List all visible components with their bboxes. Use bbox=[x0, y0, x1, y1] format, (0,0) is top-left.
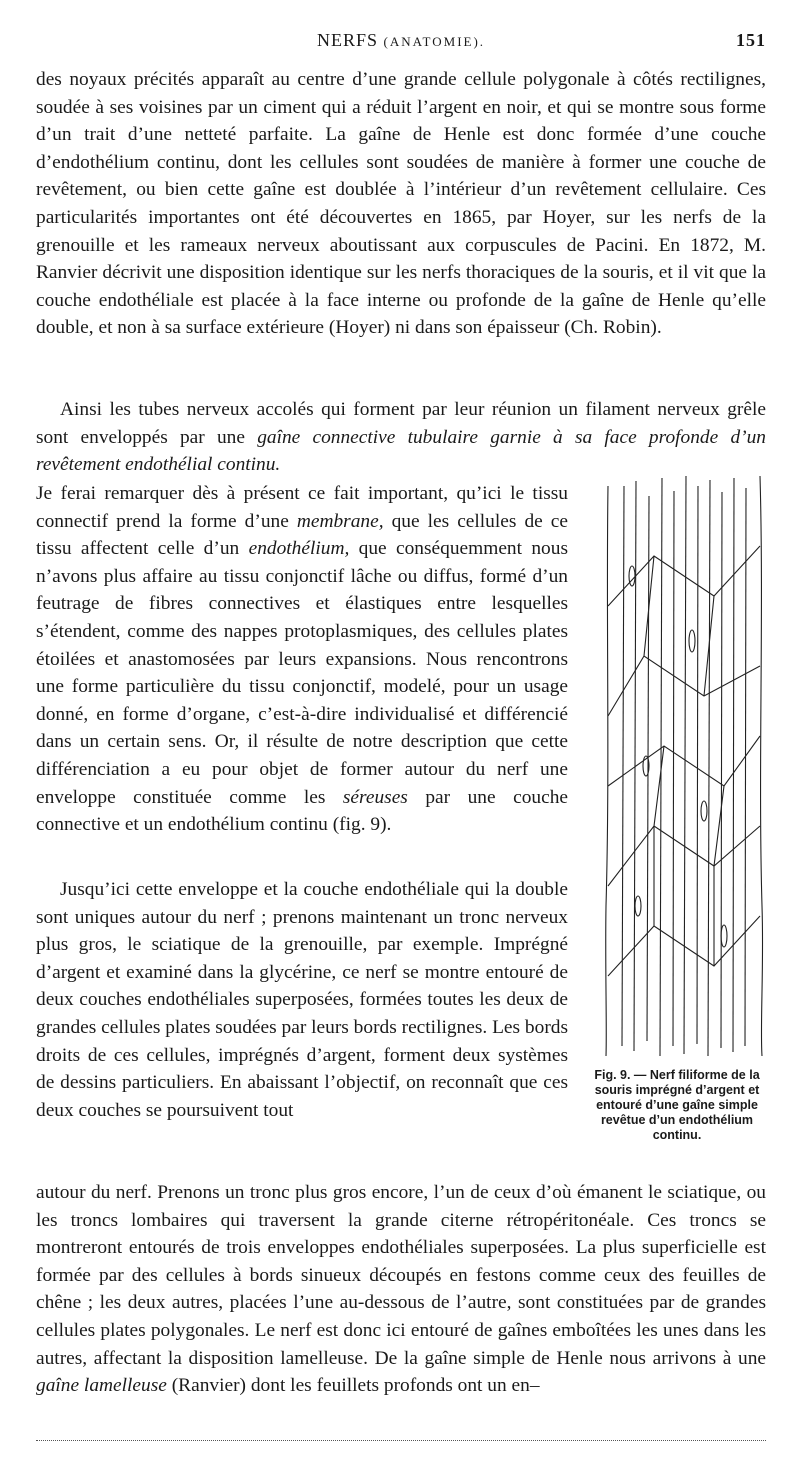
nerve-filament-illustration bbox=[594, 466, 774, 1066]
emphasis-sereuses: séreuses bbox=[342, 786, 408, 808]
header-title-sub: (ANATOMIE). bbox=[383, 34, 486, 49]
paragraph-1: des noyaux précités apparaît au centre d’une grande cellule polygonale à côtés rectilignes, soudée à ses voisines par un ciment qui a réduit l’argent en noir, et qui se montre sous forme d’un trait d’une netteté parfaite. La gaîne de Henle est donc formée d’une couche d’endothélium continu, dont les cellules sont soudées de manière à former une couche de revêtement, ou bien cette gaîne est doublée à l’intérieur d’un revêtement cellulaire. Ces particularités importantes ont été découvertes en 1865, par Hoyer, sur les nerfs de la grenouille et les rameaux nerveux aboutissant aux corpuscules de Pacini. En 1872, M. Ranvier décrivit une disposition identique sur les nerfs thoraciques de la souris, et il vit que la couche endothéliale est placée à la face interne ou profonde de la gaîne de Henle qu’elle double, et non à sa surface extérieure (Hoyer) ni dans son épaisseur (Ch. Robin). bbox=[36, 69, 766, 339]
running-header bbox=[36, 30, 766, 56]
figure-9 bbox=[594, 466, 774, 1066]
paragraph-3-b: autour du nerf. Prenons un tronc plus gros encore, l’un de ceux d’où émanent le sciatique, ou les troncs lombaires qui traversent la grande citerne rétropéritonéale. Ces troncs se montreront entourés de trois enveloppes endothéliales superposées. La plus superficielle est formée par des cellules à bords sinueux découpés en festons comme ceux des feuilles de chêne ; les deux autres, placées l’une au-dessous de l’autre, sont constituées par de grandes cellules plates polygonales. Le nerf est donc ici entouré de gaînes emboîtées les unes dans les autres, affectant la disposition lamelleuse. De la gaîne simple de Henle nous arrivons à une bbox=[36, 1182, 766, 1369]
emphasis-membrane: membrane, bbox=[296, 510, 384, 532]
paragraph-2-a: Je ferai remarquer dès à présent ce fait important, qu’ici le tissu connectif prend la forme d’une bbox=[36, 483, 568, 532]
paragraph-2-d: par une couche connective et un endothélium continu (fig. 9). bbox=[36, 786, 568, 836]
paragraph-2-start: Ainsi les tubes nerveux accolés qui forment par leur réunion un filament nerveux grêle sont enveloppés par une bbox=[36, 399, 766, 448]
running-title bbox=[36, 30, 766, 51]
page-number: 151 bbox=[736, 30, 766, 50]
paragraph-2-b: que les cellules de ce tissu affectent celle d’un bbox=[36, 510, 568, 560]
figure-caption: Fig. 9. — Nerf filiforme de la souris imprégné d’argent et entouré d’une gaîne simple revêtue d’un endothélium continu. bbox=[594, 1068, 760, 1142]
emphasis-endothelium: endothélium, bbox=[248, 538, 350, 560]
header-title-main: NERFS bbox=[316, 30, 378, 50]
paragraph-3-c: (Ranvier) dont les feuillets profonds ont un en– bbox=[171, 1375, 540, 1397]
paragraph-2-c: que conséquemment nous n’avons plus affaire au tissu conjonctif lâche ou diffus, formé d’un feutrage de fibres connectives et élastiques entre lesquelles s’étendent, comme des nappes protoplasmiques, des cellules plates étoilées et anastomosées par leurs expansions. Nous rencontrons une forme particulière du tissu conjonctif, modelé, pour un usage donné, en forme d’organe, c’est-à-dire individualisé et différencié dans un certain sens. Or, il résulte de notre description que cette différenciation a eu pour objet de former autour du nerf une enveloppe constituée comme les bbox=[36, 538, 568, 808]
emphasis-gaine-connective: gaîne connective tubulaire garnie à sa face profonde d’un revêtement endothélial continu. bbox=[36, 426, 766, 476]
paragraph-3: Jusqu’ici cette enveloppe et la couche endothéliale qui la double sont uniques autour du nerf ; prenons maintenant un tronc nerveux plus gros, le sciatique de la grenouille, par exemple. Imprégné d’argent et examiné dans la glycérine, ce nerf se montre entouré de deux couches endothéliales superposées, formées toutes les deux de grandes cellules plates soudées par leurs bords rectilignes. Les bords droits de ces cellules, imprégnés d’argent, forment deux systèmes de dessins particuliers. En abaissant l’objectif, on reconnaît que ces deux couches se poursuivent tout bbox=[36, 879, 569, 1121]
paragraph-2-body bbox=[36, 480, 568, 839]
emphasis-gaine-lamelleuse: gaîne lamelleuse bbox=[36, 1375, 167, 1397]
paragraph-3-continued bbox=[36, 1179, 766, 1400]
footer-dotted-rule bbox=[36, 1440, 766, 1441]
